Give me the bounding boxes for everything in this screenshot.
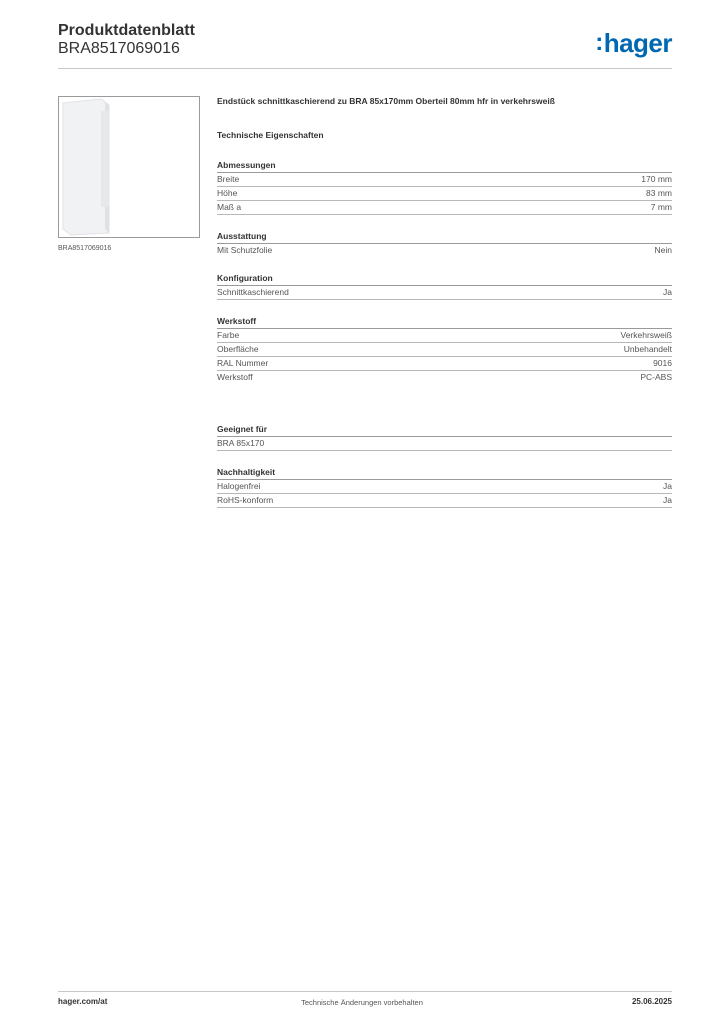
spec-value: Nein [654,245,672,255]
spec-label: Werkstoff [217,372,253,382]
header-divider [58,68,672,69]
page-title: Produktdatenblatt [58,22,195,39]
spec-label: BRA 85x170 [217,438,265,448]
spec-value: Unbehandelt [623,344,672,354]
spec-label: Halogenfrei [217,481,261,491]
group-title: Nachhaltigkeit [217,463,672,480]
spec-row [217,329,672,343]
spec-label: Breite [217,174,240,184]
spec-label: Schnittkaschierend [217,287,289,297]
group-nachhaltigkeit [217,463,672,508]
spec-value: 83 mm [646,188,672,198]
footer-website-link[interactable]: hager.com/at [58,997,108,1006]
spec-value: Ja [663,287,672,297]
spec-row [217,437,672,451]
spec-label: Mit Schutzfolie [217,245,273,255]
spec-label: RoHS-konform [217,495,274,505]
spec-row [217,286,672,300]
group-title: Werkstoff [217,312,672,329]
spec-row [217,357,672,371]
spec-row [217,494,672,508]
spec-row [217,371,672,384]
spec-row [217,201,672,215]
spec-value: Verkehrsweiß [620,330,672,340]
product-image-drawing [59,97,199,237]
technical-heading: Technische Eigenschaften [217,130,324,140]
spec-label: RAL Nummer [217,358,269,368]
spec-row [217,173,672,187]
spec-value: 170 mm [641,174,672,184]
group-werkstoff [217,312,672,384]
spec-value: PC-ABS [640,372,672,382]
product-image-caption: BRA8517069016 [58,245,112,252]
group-geeignet [217,420,672,451]
spec-row [217,480,672,494]
group-title: Ausstattung [217,227,672,244]
group-abmessungen [217,156,672,215]
group-title: Konfiguration [217,269,672,286]
spec-value: Ja [663,495,672,505]
hager-logo: :hager [595,28,672,58]
logo-text: hager [603,28,672,58]
group-ausstattung [217,227,672,257]
footer-note: Technische Änderungen vorbehalten [301,998,423,1007]
content-area [217,96,672,508]
spec-value: 9016 [653,358,672,368]
spec-label: Höhe [217,188,238,198]
product-description: Endstück schnittkaschierend zu BRA 85x170mm Oberteil 80mm hfr in verkehrsweiß [217,96,555,106]
spec-value: 7 mm [650,202,672,212]
spec-row [217,343,672,357]
product-image [58,96,200,238]
spec-row [217,244,672,257]
group-konfiguration [217,269,672,300]
spec-label: Oberfläche [217,344,259,354]
spec-label: Farbe [217,330,240,340]
spec-row [217,187,672,201]
spec-label: Maß a [217,202,242,212]
group-title: Abmessungen [217,156,672,173]
product-code: BRA8517069016 [58,40,180,57]
group-title: Geeignet für [217,420,672,437]
footer-divider [58,991,672,992]
footer-date: 25.06.2025 [631,997,672,1006]
spec-value: Ja [663,481,672,491]
